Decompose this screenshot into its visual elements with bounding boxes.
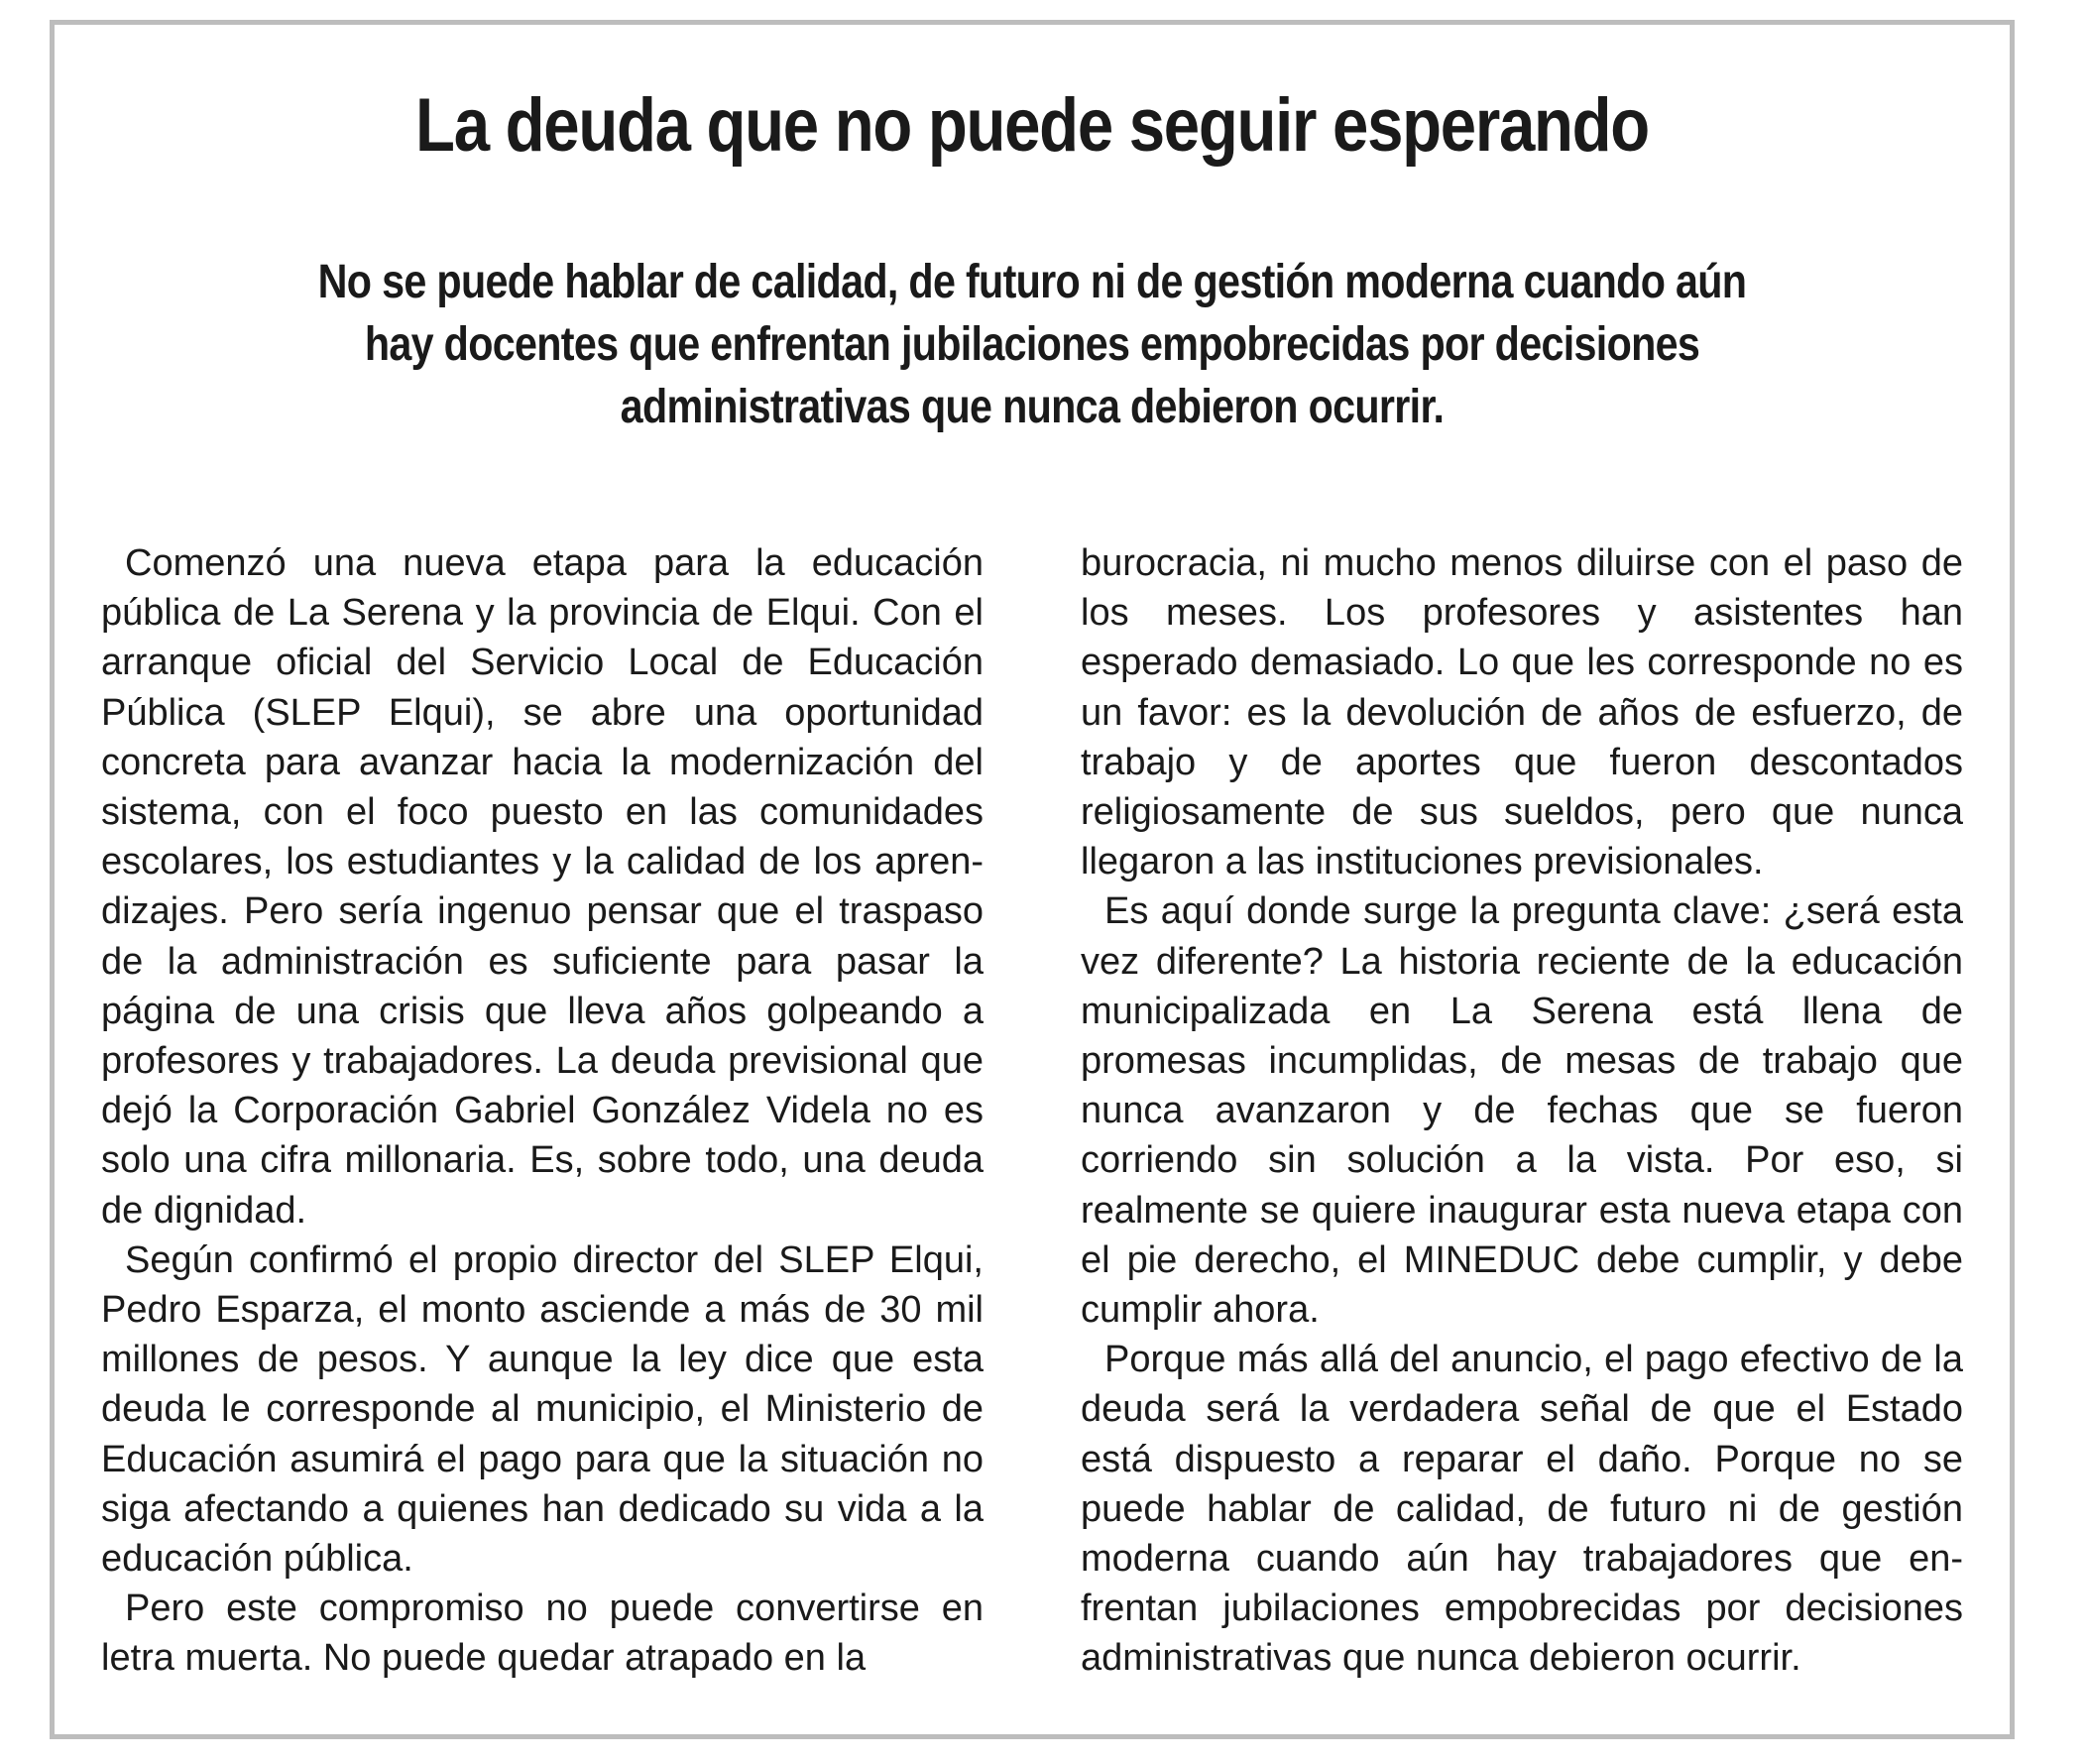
- paragraph-continuation: burocracia, ni mucho menos diluirse con el paso de los meses. Los profesores y asistentes han esperado demasiado. Lo que les corresponde no es un favor: es la devolución de años de esfuerzo, de trabajo y de aportes que fueron descontados religiosamente de sus sueldos, pero que nunca llegaron a las instituciones previsionales.: [1081, 542, 1963, 883]
- article-body: [101, 538, 1963, 1684]
- paragraph: Pero este compromiso no puede convertirse en letra muerta. No puede quedar atrapado en la: [101, 1588, 984, 1680]
- column-right: [1081, 538, 1963, 1684]
- paragraph: Es aquí donde surge la pregunta clave: ¿será esta vez diferente? La historia reciente de la educación municipalizada en La Serena está llena de promesas incumplidas, de mesas de trabajo que nunca avanzaron y de fechas que se fueron corriendo sin solución a la vista. Por eso, si realmente se quiere inaugurar esta nueva etapa con el pie derecho, el MINEDUC debe cumplir, y debe cumplir ahora.: [1081, 890, 1963, 1332]
- column-left: [101, 538, 984, 1684]
- paragraph: Según confirmó el propio director del SLEP Elqui, Pedro Esparza, el monto asciende a más de 30 mil millones de pesos. Y aunque la ley dice que esta deuda le corresponde al municipio, el Ministerio de Educación asumirá el pago para que la situación no siga afectando a quienes han dedicado su vida a la educación pública.: [101, 1238, 984, 1581]
- paragraph: Comenzó una nueva etapa para la educación pública de La Serena y la provincia de Elqui. Con el arranque oficial del Servicio Local de Educación Pública (SLEP Elqui), se abre una oportunidad concreta para avanzar hacia la modernización del sistema, con el foco puesto en las comunidades escolares, los estudiantes y la calidad de los aprendizajes. Pero sería ingenuo pensar que el traspaso de la administración es suficiente para pasar la página de una crisis que lleva años golpeando a profesores y trabajadores. La deuda previsional que dejó la Corporación Gabriel González Videla no es solo una cifra millonaria. Es, sobre todo, una deuda de dignidad.: [101, 542, 984, 1232]
- deck-subheadline: No se puede hablar de calidad, de futuro ni de gestión moderna cuando aún hay docentes que enfrentan jubilaciones empobrecidas por decisiones administrativas que nunca debieron ocurrir.: [317, 256, 1747, 433]
- article-frame: [50, 20, 2015, 1739]
- paragraph: Porque más allá del anuncio, el pago efectivo de la deuda será la verdadera señal de que el Estado está dispuesto a reparar el daño. Porque no se puede hablar de calidad, de futuro ni de gestión moderna cuando aún hay trabajadores que enfrentan jubilaciones empobrecidas por decisiones administrativas que nunca debieron ocurrir.: [1081, 1339, 1963, 1680]
- headline: La deuda que no puede seguir esperando: [415, 83, 1649, 168]
